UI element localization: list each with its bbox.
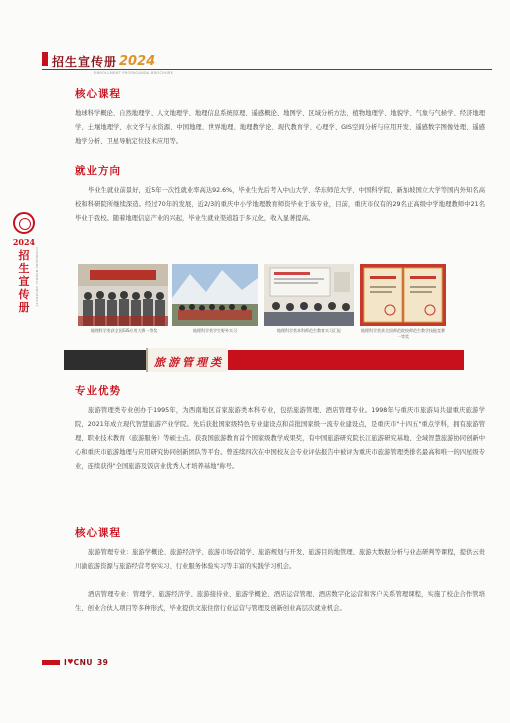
heart-icon: ♥ [67, 658, 74, 666]
section-title-employment: 就业方向 [75, 165, 121, 177]
banner-title: 旅游管理类 [154, 356, 224, 369]
side-year: 2024 [12, 237, 36, 247]
tourism-courses-text: 旅游管理专业：旅游学概论、旅游经济学、旅游市场营销学、旅游规划与开发、旅游目的地管理、旅游大数据分析与业态研判等课程，提供云贵川渝旅游资源与旅游经营考察实习、行业服务体验实习等丰富的实践学习机会。 [75, 549, 485, 570]
section-title-core-courses: 核心课程 [75, 88, 121, 100]
caption-field-trip: 地理科学类学生野外实习 [193, 328, 237, 333]
core-courses-text: 地球科学概论、自然地理学、人文地理学、地理信息系统原理、遥感概论、地图学、区域分析方法、植物地理学、地貌学、气象与气候学、经济地理学、土壤地理学、水文学与水资源、中国地理、世界地理、地理教学论、现代教育学、心理学、GIS空间分析与应用开发、遥感数字图像处理、遥感地学分析、卫星导航定位技术应用等。 [75, 110, 485, 145]
page-number: 39 [96, 657, 109, 667]
page-footer [42, 656, 108, 668]
photo-certificates [360, 264, 446, 326]
side-brand [8, 212, 40, 314]
footer-brand: CNU [73, 657, 93, 667]
caption-award: 地理科学类获全国GIS应用大赛一等奖 [90, 328, 158, 333]
header-year: 2024 [119, 54, 156, 69]
university-seal-icon [13, 212, 35, 234]
photo-teaching-report [264, 264, 354, 326]
footer-bar [42, 660, 60, 665]
department-banner [64, 347, 464, 375]
page-header [42, 48, 492, 75]
header-subtitle: ENROLLMENT PROPAGANDA BROCHURE [94, 71, 174, 75]
side-title: 招生宣传册 [18, 249, 30, 314]
header-mark [42, 52, 48, 66]
photo-gallery [78, 264, 458, 344]
photo-award-ceremony [78, 264, 168, 326]
header-title: 招生宣传册 [52, 55, 118, 69]
footer-prefix: I [64, 657, 68, 667]
advantages-text: 旅游管理类专业创办于1995年，为西南地区首家旅游类本科专业，包括旅游管理、酒店管理专业。1998年与重庆市旅游局共建重庆旅游学院，2021年成立现代智慧旅游产业学院。先后获批国家级特色专业建设点和首批国家级一流专业建设点，是重庆市"十四五"重点学科，拥有旅游管理、职业技术教育（旅游服务）等硕士点。获我国旅游教育首个国家级教学成果奖，有中国旅游研究院长江旅游研究基地、全域智慧旅游协同创新中心和重庆市旅游地理与应用研究协同创新团队等平台。曾连续四次在中国校友会专业评估报告中被评为重庆市旅游管理类排名最高和唯一的四星级专业，连续获得"全国旅游及饭店业优秀人才培养基地"称号。 [75, 407, 485, 470]
employment-text: 毕业生就业前景好，近5年一次性就业率高达92.6%，毕业生先后考入中山大学、华东师范大学、中国科学院、新加坡国立大学等国内外知名高校和科研院所继续深造。经过70年的发展，近2/3的重庆中小学地理教育师资毕业于该专业，目前，重庆市仅有的29名正高级中学地理教师中21名毕业于我校。随着地理信息产业的兴起，毕业生就业渠道趋于多元化，收入显著提高。 [75, 187, 485, 222]
side-english: CHONGQING NORMAL UNIVERSITY [35, 247, 39, 307]
caption-certificates: 地理科学类获全国师范院校师范生教学技能竞赛一等奖 [361, 328, 445, 339]
section-title-advantages: 专业优势 [75, 385, 121, 397]
hotel-courses-text: 酒店管理专业：管理学、旅游经济学、旅游接待业、旅游学概论、酒店运营管理、酒店数字化运营和客户关系管理课程，实施了校企合作管培生、创业合伙人项目等多种形式，毕业提供文旅住宿行业运营与管理及创新创业高层次就业机会。 [75, 591, 485, 612]
section-title-core-courses-tourism: 核心课程 [75, 527, 121, 539]
caption-teaching-report: 地理科学类本科师范生教育实习汇报 [277, 328, 341, 333]
photo-field-trip [172, 264, 258, 326]
